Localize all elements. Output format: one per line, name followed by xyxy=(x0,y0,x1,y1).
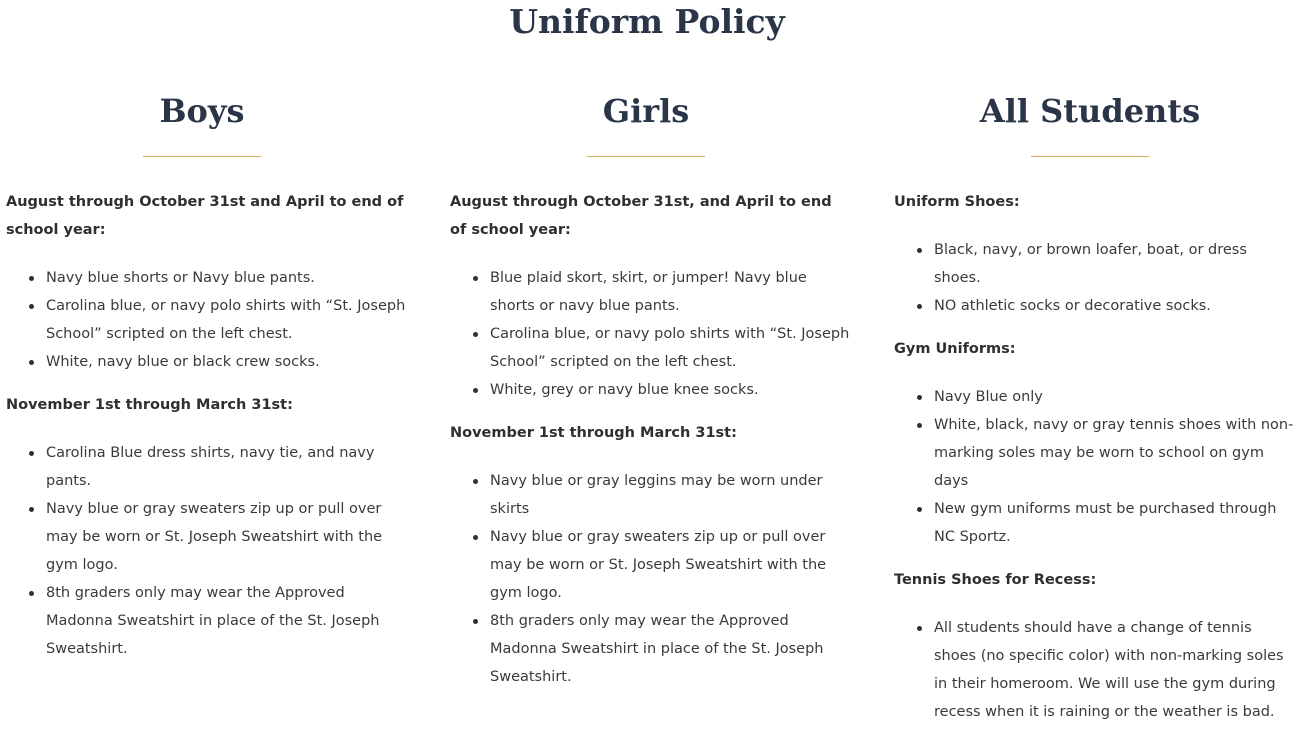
bullet-list xyxy=(450,264,850,404)
bullet-icon xyxy=(29,276,34,281)
bullet-icon xyxy=(29,360,34,365)
list-item xyxy=(490,467,850,523)
list-item-text: 8th graders only may wear the Approved Madonna Sweatshirt in place of the St. Joseph Sweatshirt. xyxy=(46,585,380,657)
list-item-text: NO athletic socks or decorative socks. xyxy=(934,298,1211,314)
bullet-list xyxy=(894,614,1294,726)
list-item xyxy=(490,607,850,691)
list-item-text: 8th graders only may wear the Approved Madonna Sweatshirt in place of the St. Joseph Sweatshirt. xyxy=(490,613,824,685)
list-item-text: Black, navy, or brown loafer, boat, or dress shoes. xyxy=(934,242,1247,286)
bullet-icon xyxy=(29,451,34,456)
list-item-text: New gym uniforms must be purchased through NC Sportz. xyxy=(934,501,1277,545)
heading-divider xyxy=(1031,156,1149,157)
bullet-icon xyxy=(473,276,478,281)
list-item xyxy=(490,523,850,607)
bullet-icon xyxy=(29,507,34,512)
bullet-list xyxy=(894,236,1294,320)
section-heading: November 1st through March 31st: xyxy=(6,397,293,413)
bullet-icon xyxy=(917,423,922,428)
column-heading-girls: Girls xyxy=(602,92,690,130)
list-item xyxy=(490,320,850,376)
section-heading: August through October 31st and April to end of school year: xyxy=(6,194,404,238)
bullet-list xyxy=(6,439,406,663)
list-item-text: Navy blue or gray sweaters zip up or pull over may be worn or St. Joseph Sweatshirt with the gym logo. xyxy=(46,501,383,573)
list-item xyxy=(934,236,1294,292)
list-item xyxy=(490,264,850,320)
bullet-icon xyxy=(473,332,478,337)
list-item-text: Navy Blue only xyxy=(934,389,1043,405)
list-item-text: Navy blue shorts or Navy blue pants. xyxy=(46,270,315,286)
bullet-icon xyxy=(917,304,922,309)
bullet-list xyxy=(6,264,406,376)
column-heading-all-students: All Students xyxy=(979,92,1201,130)
bullet-icon xyxy=(917,507,922,512)
bullet-icon xyxy=(917,626,922,631)
page-title: Uniform Policy xyxy=(509,2,785,41)
column-content-all-students xyxy=(894,188,1294,741)
bullet-icon xyxy=(29,591,34,596)
list-item-text: Navy blue or gray leggins may be worn under skirts xyxy=(490,473,823,517)
bullet-icon xyxy=(473,479,478,484)
section-heading: Gym Uniforms: xyxy=(894,341,1016,357)
list-item-text: Carolina blue, or navy polo shirts with “St. Joseph School” scripted on the left chest. xyxy=(490,326,850,370)
bullet-list xyxy=(894,383,1294,551)
bullet-icon xyxy=(917,395,922,400)
list-item-text: Carolina Blue dress shirts, navy tie, and navy pants. xyxy=(46,445,375,489)
list-item xyxy=(46,579,406,663)
bullet-icon xyxy=(473,619,478,624)
list-item-text: Carolina blue, or navy polo shirts with “St. Joseph School” scripted on the left chest. xyxy=(46,298,406,342)
list-item xyxy=(46,348,406,376)
bullet-list xyxy=(450,467,850,691)
column-heading-boys: Boys xyxy=(159,92,245,130)
column-content-girls xyxy=(450,188,850,706)
list-item-text: White, grey or navy blue knee socks. xyxy=(490,382,759,398)
list-item-text: White, black, navy or gray tennis shoes with non-marking soles may be worn to school on gym days xyxy=(934,417,1294,489)
bullet-icon xyxy=(29,304,34,309)
list-item-text: Navy blue or gray sweaters zip up or pull over may be worn or St. Joseph Sweatshirt with the gym logo. xyxy=(490,529,827,601)
section-heading: November 1st through March 31st: xyxy=(450,425,737,441)
bullet-icon xyxy=(917,248,922,253)
list-item xyxy=(934,411,1294,495)
bullet-icon xyxy=(473,388,478,393)
list-item xyxy=(46,495,406,579)
section-heading: Tennis Shoes for Recess: xyxy=(894,572,1097,588)
list-item xyxy=(934,495,1294,551)
list-item xyxy=(934,383,1294,411)
list-item xyxy=(46,264,406,292)
list-item xyxy=(46,439,406,495)
section-heading: August through October 31st, and April to end of school year: xyxy=(450,194,832,238)
list-item xyxy=(490,376,850,404)
list-item-text: All students should have a change of tennis shoes (no specific color) with non-marking soles in their homeroom. We will use the gym during recess when it is raining or the weather is bad. xyxy=(934,620,1284,720)
heading-divider xyxy=(143,156,261,157)
heading-divider xyxy=(587,156,705,157)
section-heading: Uniform Shoes: xyxy=(894,194,1020,210)
list-item-text: Blue plaid skort, skirt, or jumper! Navy blue shorts or navy blue pants. xyxy=(490,270,807,314)
list-item xyxy=(934,292,1294,320)
list-item xyxy=(934,614,1294,726)
list-item-text: White, navy blue or black crew socks. xyxy=(46,354,320,370)
bullet-icon xyxy=(473,535,478,540)
column-content-boys xyxy=(6,188,406,678)
list-item xyxy=(46,292,406,348)
